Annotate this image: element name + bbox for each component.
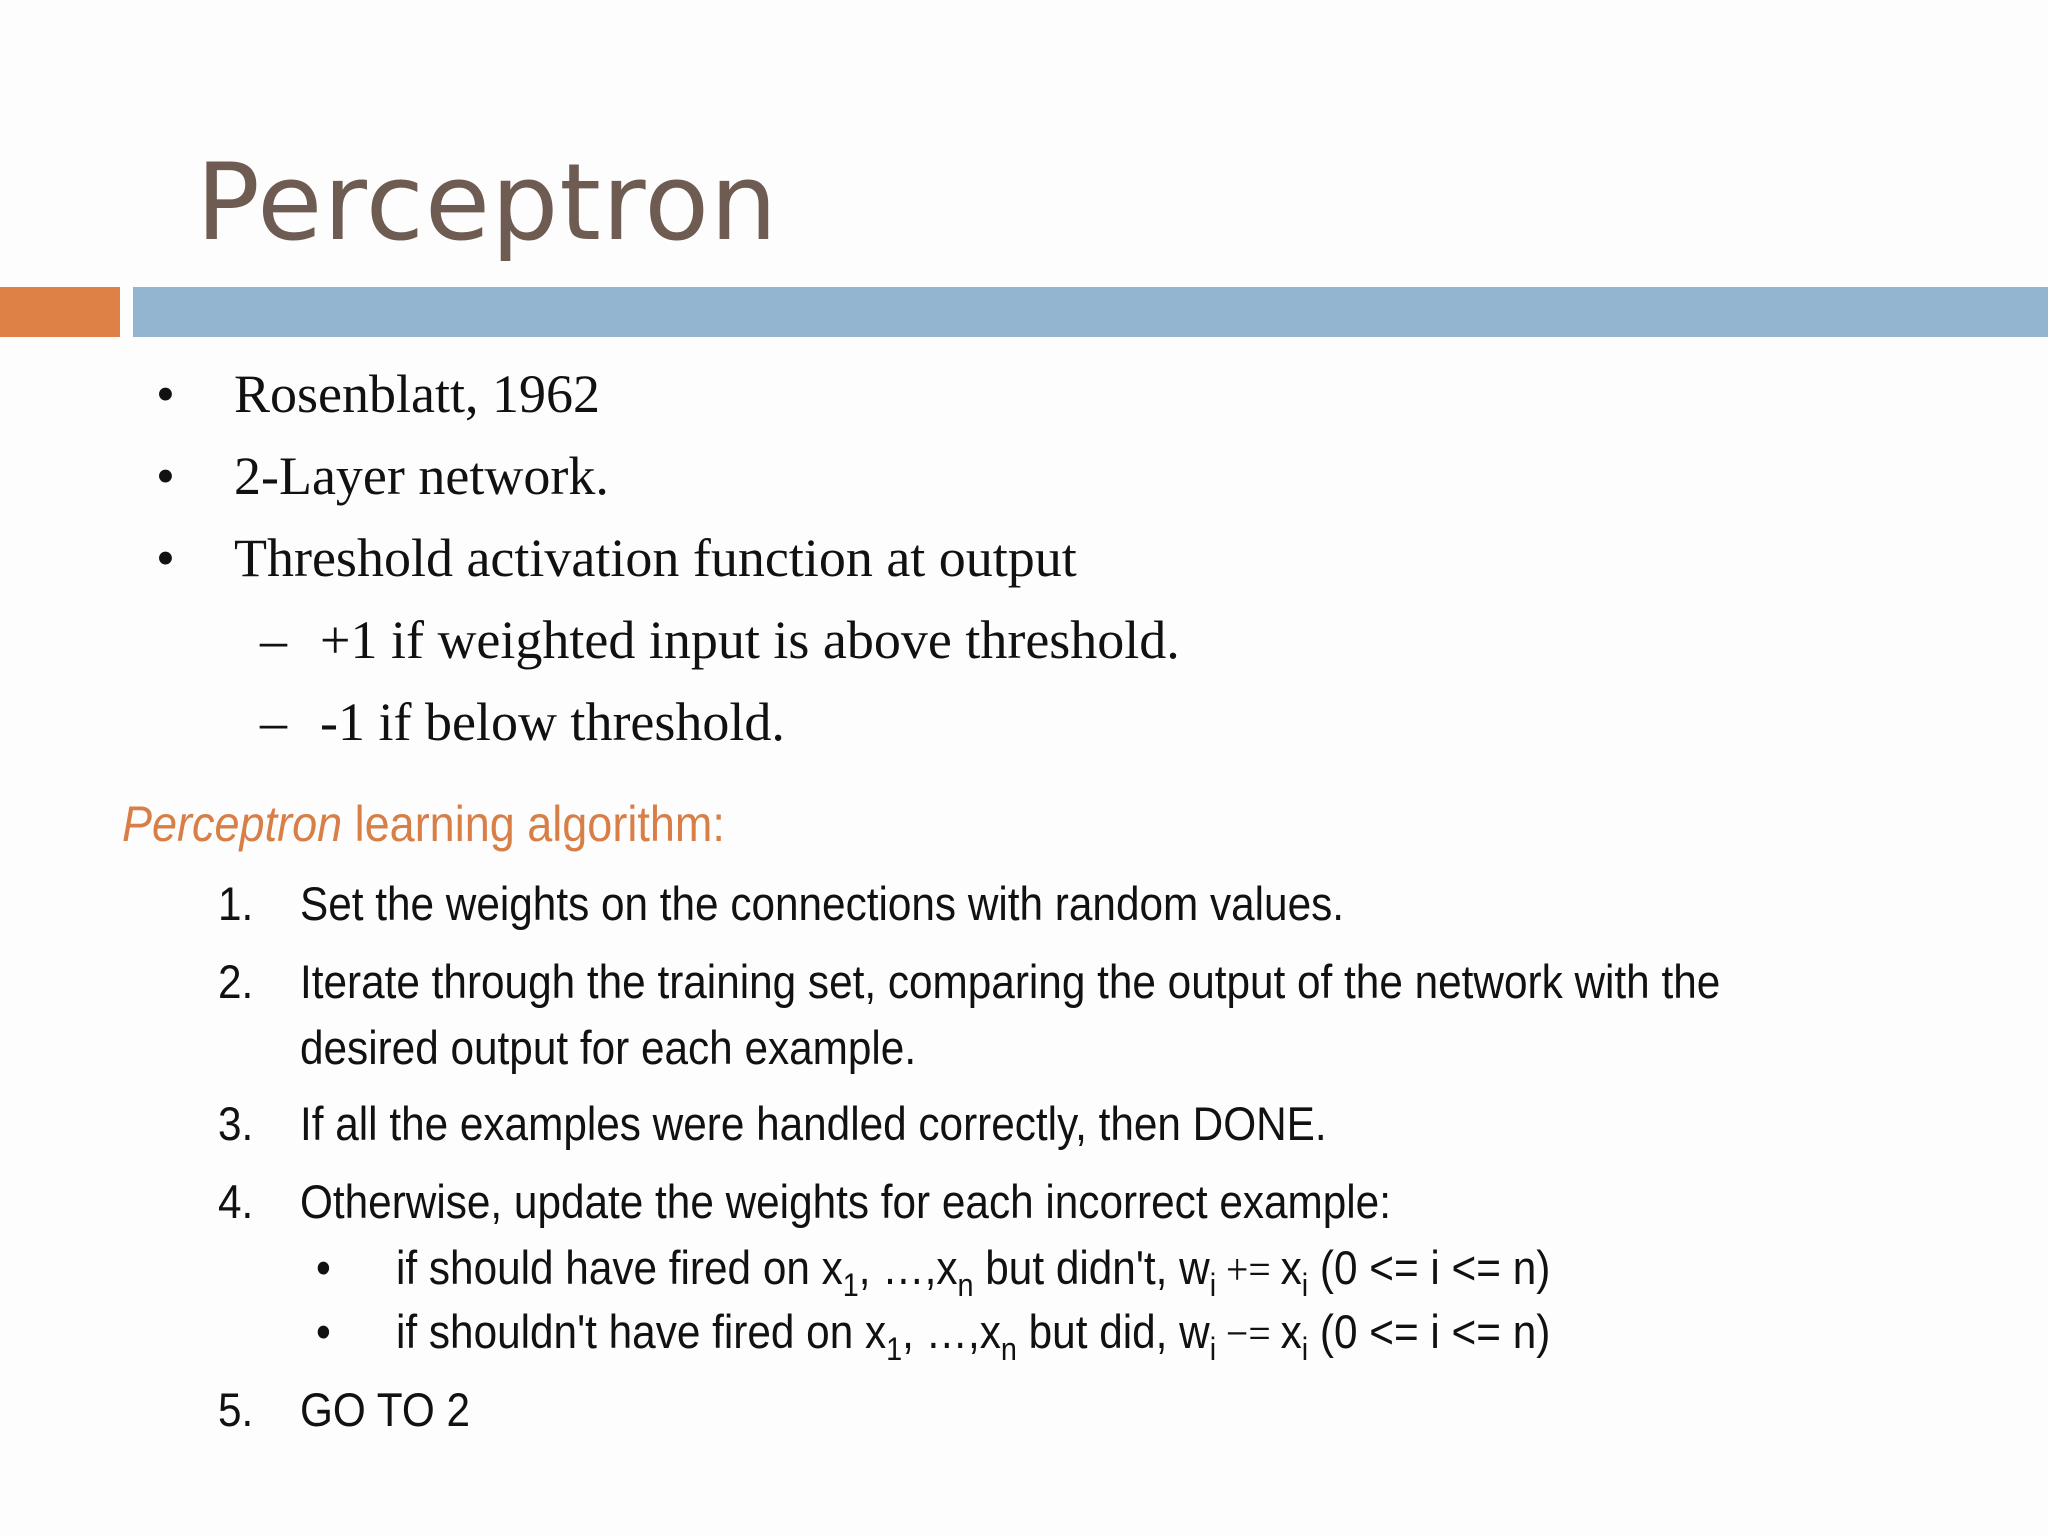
bullet-item: 2-Layer network. xyxy=(234,446,609,506)
algorithm-heading-italic: Perceptron xyxy=(122,796,343,852)
algorithm-heading-rest: learning algorithm: xyxy=(342,796,725,852)
accent-bar-orange xyxy=(0,287,120,337)
update-rule: if shouldn't have fired on $x_1$, $\dots,x_n$ but did, $w_i -= x_i$ (0 <= i <= n) xyxy=(396,1305,1551,1367)
step-number: 3. xyxy=(218,1097,254,1150)
sub-bullet-item: -1 if below threshold. xyxy=(320,692,785,752)
step-number: 2. xyxy=(218,955,254,1008)
bullet-item: Threshold activation function at output xyxy=(234,528,1077,588)
bullet-marker: • xyxy=(156,364,175,424)
bullet-marker: • xyxy=(156,528,175,588)
sub-bullet-marker: – xyxy=(260,692,287,752)
sub-bullet-item: +1 if weighted input is above threshold. xyxy=(320,610,1180,670)
step-number: 1. xyxy=(218,877,254,930)
algorithm-heading xyxy=(122,792,725,856)
step-number: 4. xyxy=(218,1175,254,1228)
step-text: GO TO 2 xyxy=(300,1383,471,1436)
step-text: Set the weights on the connections with random values. xyxy=(300,877,1345,930)
accent-bar-blue xyxy=(133,287,2048,337)
step-number: 5. xyxy=(218,1383,254,1436)
rule-marker: • xyxy=(316,1241,331,1294)
slide-title: Perceptron xyxy=(196,141,779,264)
step-text: Iterate through the training set, comparing the output of the network with the xyxy=(300,955,1721,1008)
step-text-continuation: desired output for each example. xyxy=(300,1021,917,1074)
bullet-marker: • xyxy=(156,446,175,506)
step-text: Otherwise, update the weights for each incorrect example: xyxy=(300,1175,1391,1228)
bullet-item: Rosenblatt, 1962 xyxy=(234,364,600,424)
rule-marker: • xyxy=(316,1305,331,1358)
update-rule: if should have fired on $x_1$, $\dots,x_n$ but didn't, $w_i += x_i$ (0 <= i <= n) xyxy=(396,1241,1551,1303)
sub-bullet-marker: – xyxy=(260,610,287,670)
step-text: If all the examples were handled correctly, then DONE. xyxy=(300,1097,1327,1150)
